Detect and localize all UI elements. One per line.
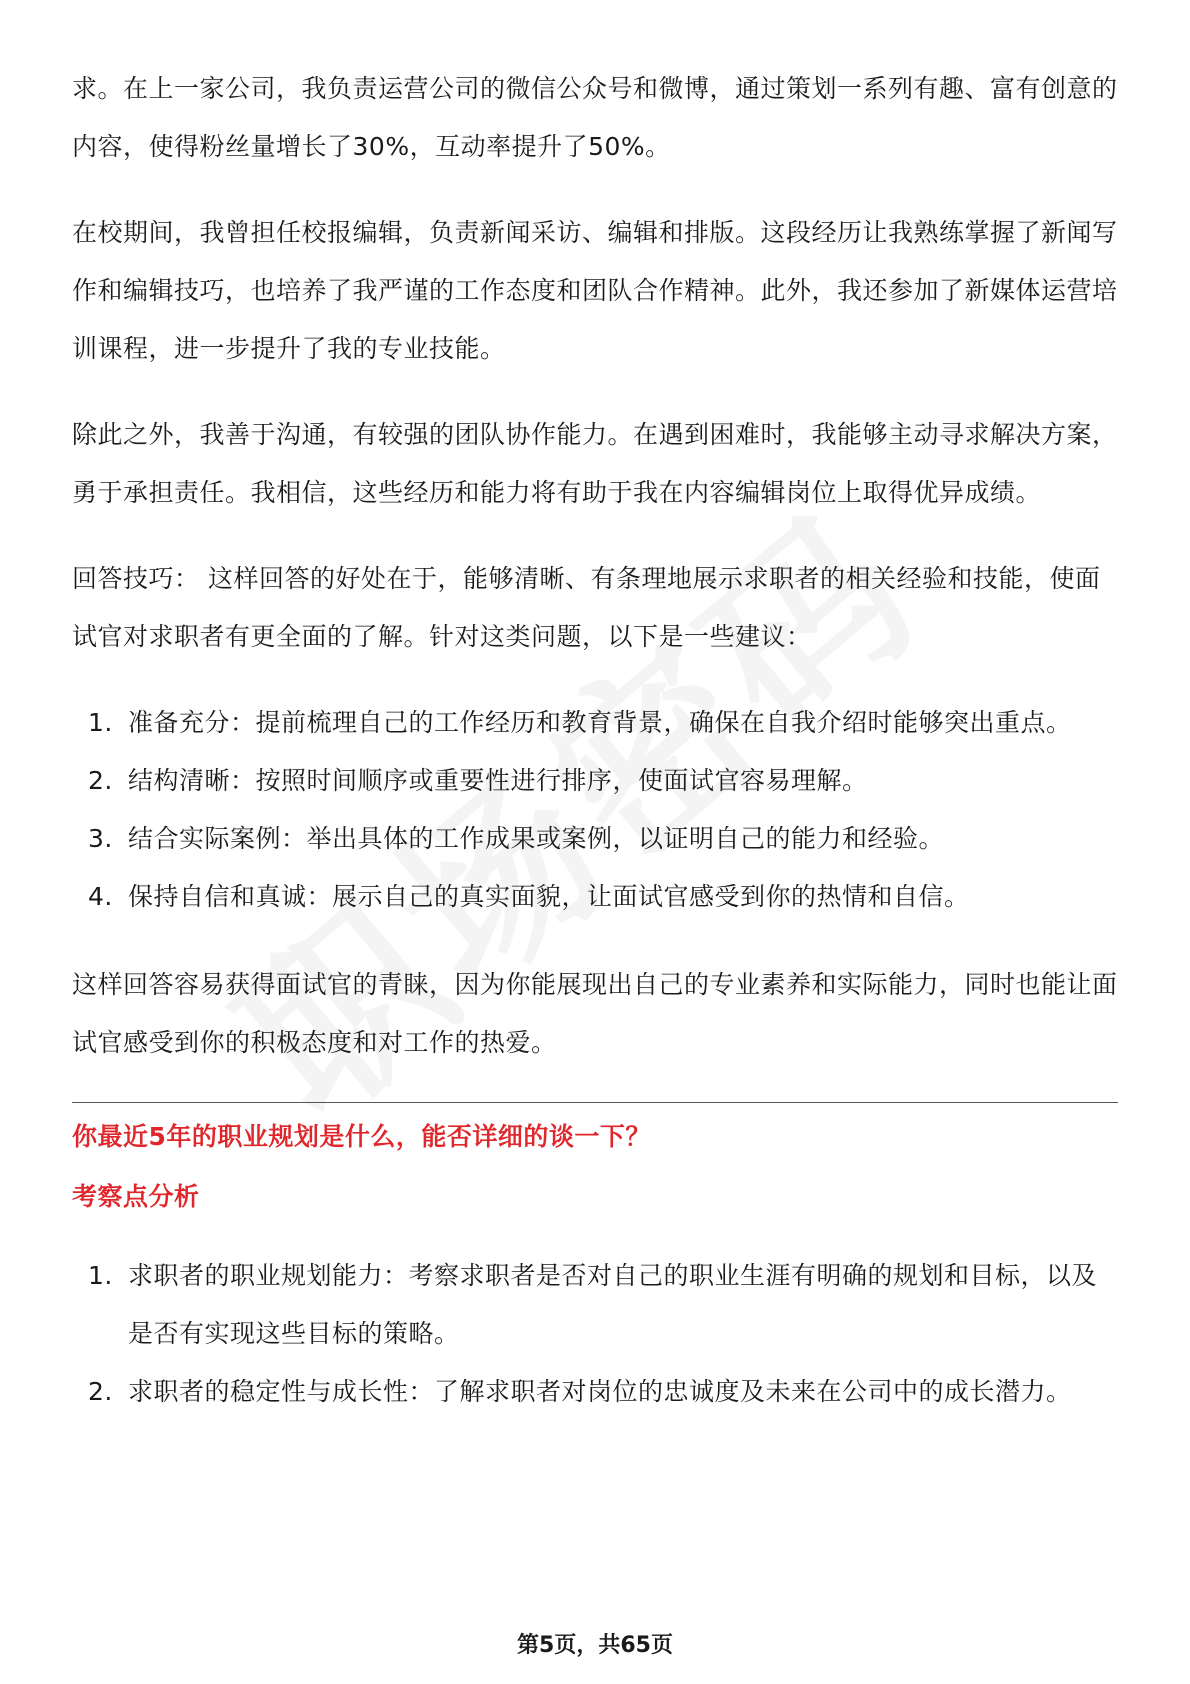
question-heading: 你最近5年的职业规划是什么，能否详细的谈一下？	[72, 1122, 651, 1151]
list-item	[72, 868, 1118, 926]
list-number: 2.	[88, 1377, 113, 1406]
page-footer: 第5页，共65页	[517, 1633, 673, 1658]
list-item	[72, 1363, 1118, 1421]
paragraph-school: 在校期间，我曾担任校报编辑，负责新闻采访、编辑和排版。这段经历让我熟练掌握了新闻写作和编辑技巧，也培养了我严谨的工作态度和团队合作精神。此外，我还参加了新媒体运营培训课程，进一步提升了我的专业技能。	[72, 218, 1118, 363]
list-number: 2.	[88, 766, 113, 795]
list-text: 保持自信和真诚：展示自己的真实面貌，让面试官感受到你的热情和自信。	[128, 882, 970, 911]
section-divider	[72, 1102, 1118, 1103]
analysis-heading: 考察点分析	[72, 1182, 200, 1211]
paragraph-answer-tips: 回答技巧： 这样回答的好处在于，能够清晰、有条理地展示求职者的相关经验和技能，使面试官对求职者有更全面的了解。针对这类问题，以下是一些建议：	[72, 564, 1101, 651]
list-item	[72, 810, 1118, 868]
paragraph-achievements: 求。在上一家公司，我负责运营公司的微信公众号和微博，通过策划一系列有趣、富有创意的内容，使得粉丝量增长了30%，互动率提升了50%。	[72, 74, 1118, 161]
tips-list	[72, 694, 1118, 926]
list-number: 3.	[88, 824, 113, 853]
list-item	[72, 1247, 1118, 1363]
page-content	[72, 60, 1118, 1451]
list-number: 4.	[88, 882, 113, 911]
list-text: 准备充分：提前梳理自己的工作经历和教育背景，确保在自我介绍时能够突出重点。	[128, 708, 1072, 737]
list-number: 1.	[88, 708, 113, 737]
analysis-list	[72, 1247, 1118, 1421]
list-item	[72, 752, 1118, 810]
list-text: 结构清晰：按照时间顺序或重要性进行排序，使面试官容易理解。	[128, 766, 868, 795]
list-item	[72, 694, 1118, 752]
paragraph-closing: 这样回答容易获得面试官的青睐，因为你能展现出自己的专业素养和实际能力，同时也能让面试官感受到你的积极态度和对工作的热爱。	[72, 970, 1118, 1057]
list-text: 结合实际案例：举出具体的工作成果或案例，以证明自己的能力和经验。	[128, 824, 945, 853]
paragraph-skills: 除此之外，我善于沟通，有较强的团队协作能力。在遇到困难时，我能够主动寻求解决方案，勇于承担责任。我相信，这些经历和能力将有助于我在内容编辑岗位上取得优异成绩。	[72, 420, 1118, 507]
list-text: 求职者的稳定性与成长性：了解求职者对岗位的忠诚度及未来在公司中的成长潜力。	[128, 1377, 1072, 1406]
list-text: 求职者的职业规划能力：考察求职者是否对自己的职业生涯有明确的规划和目标，以及是否有实现这些目标的策略。	[128, 1261, 1098, 1348]
list-number: 1.	[88, 1261, 113, 1290]
